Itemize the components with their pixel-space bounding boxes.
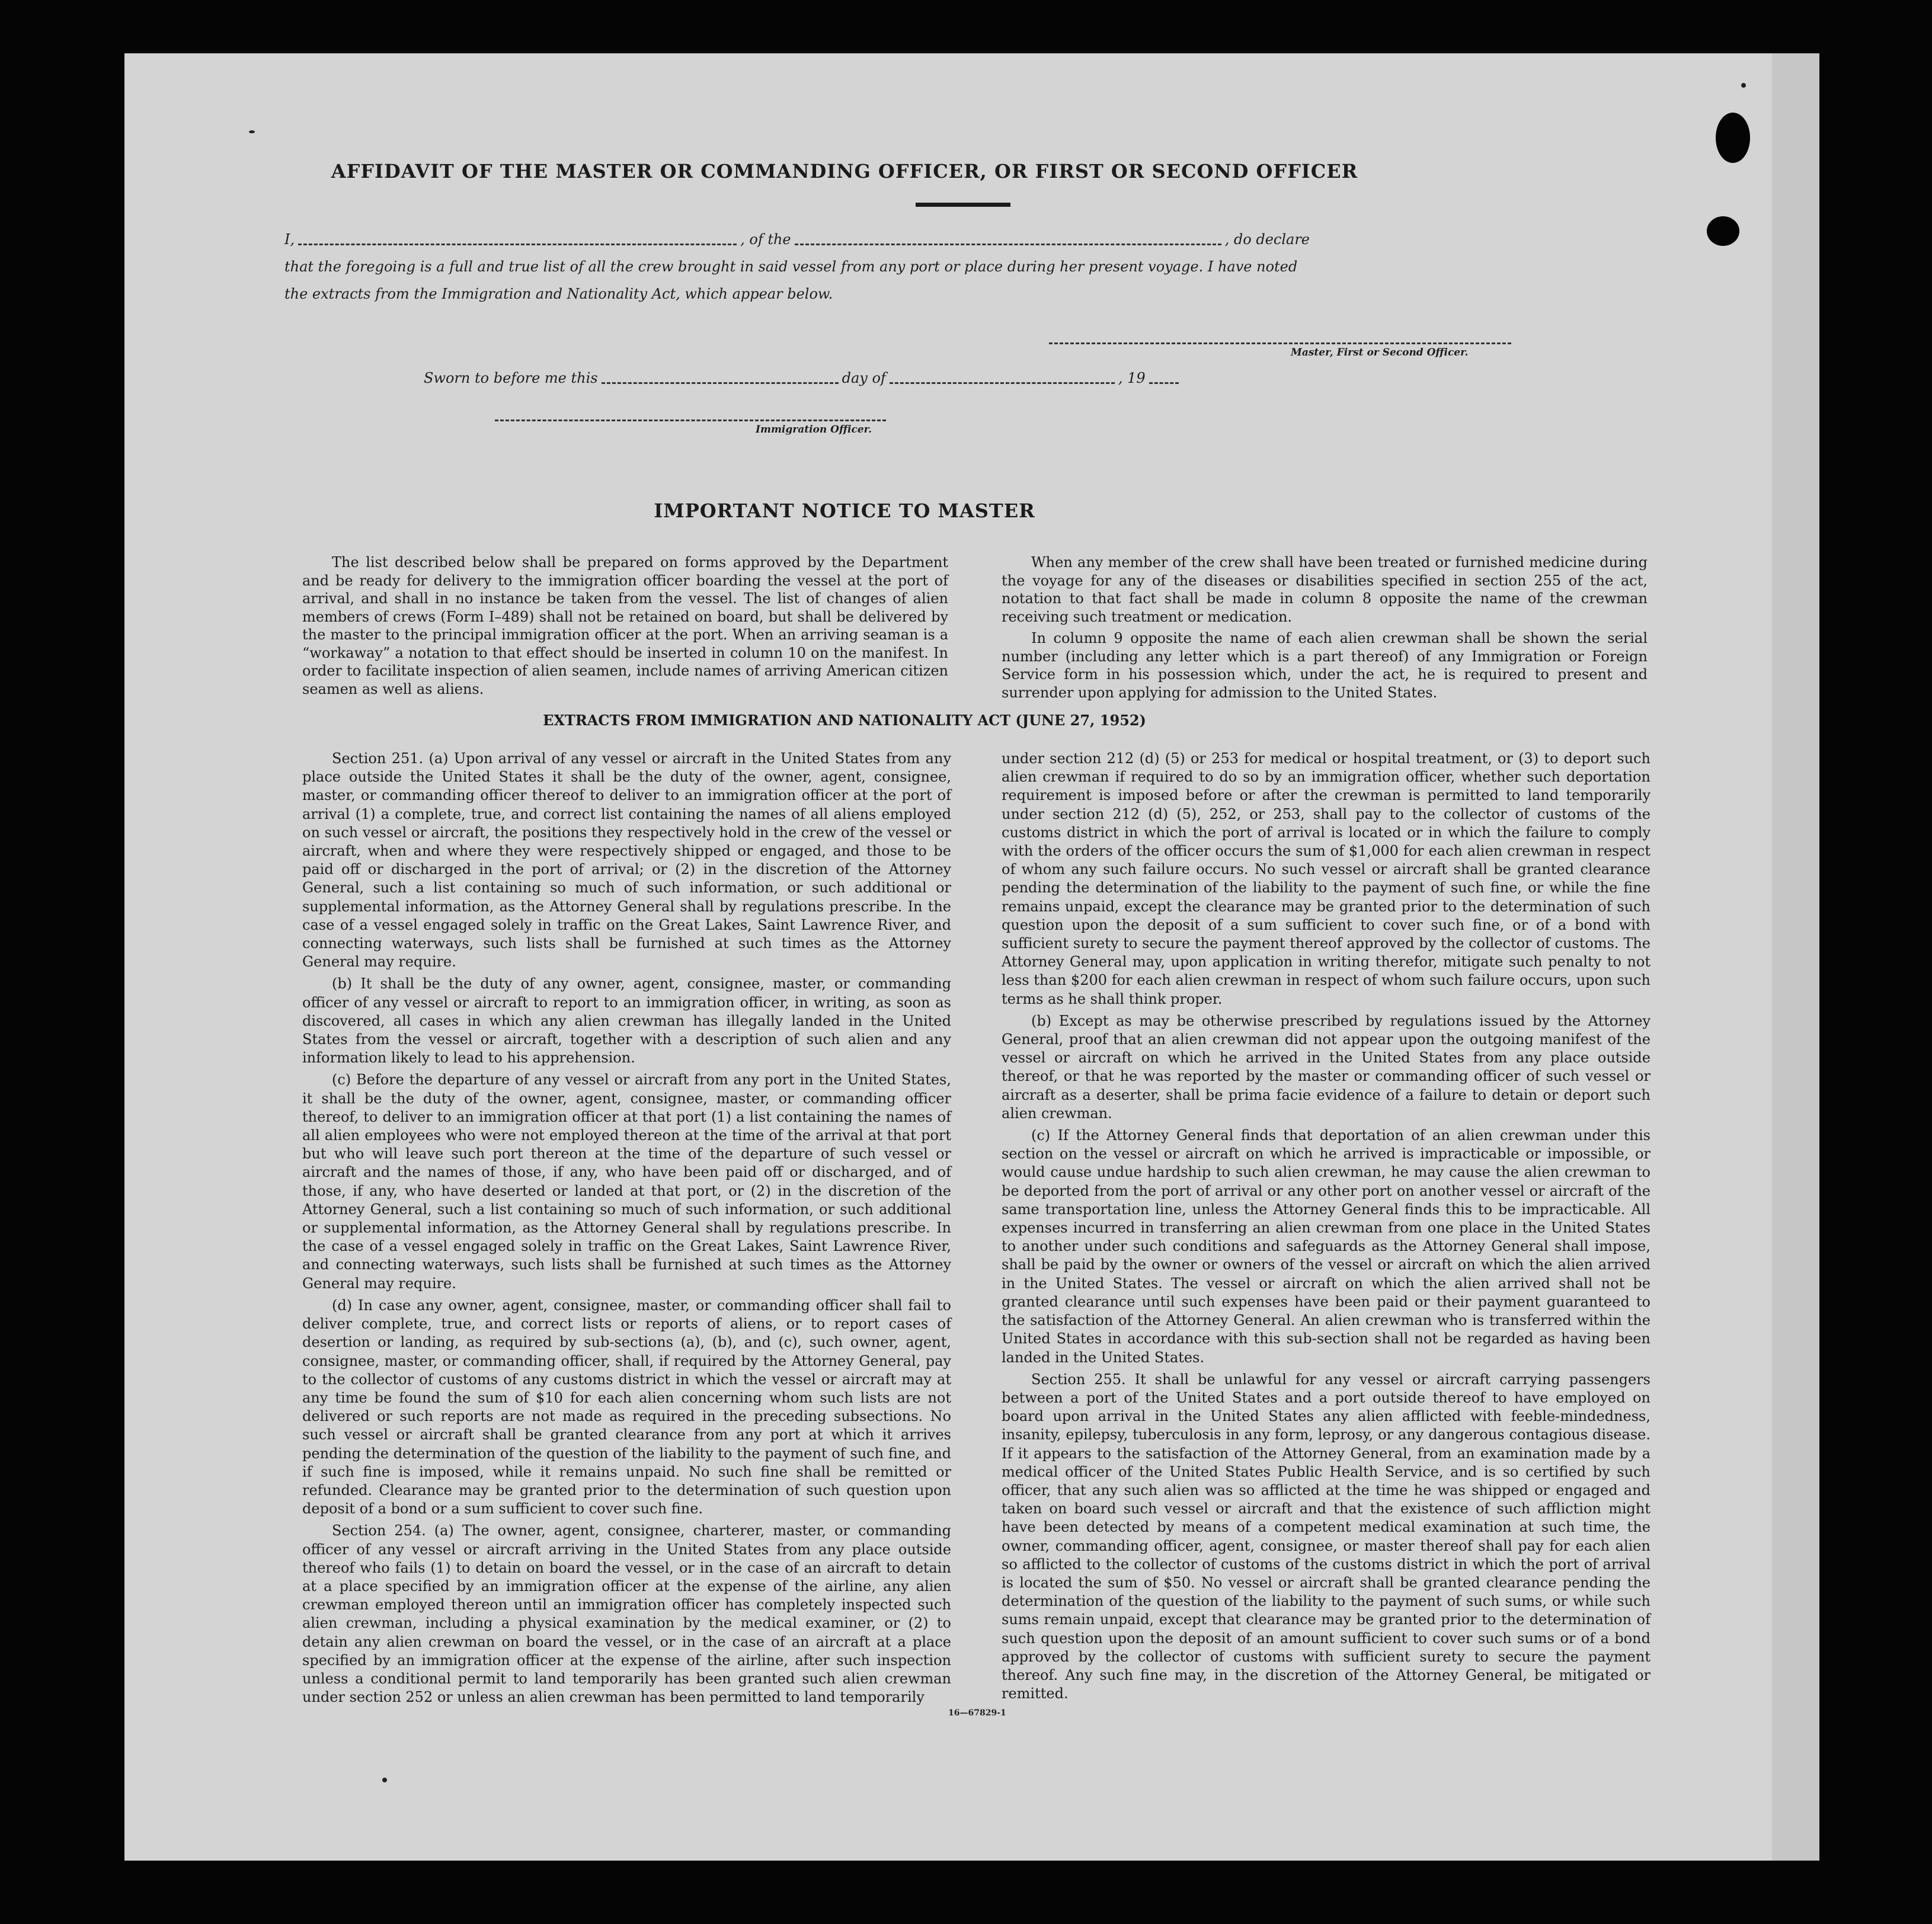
notice-left-paragraph: The list described below shall be prepared on forms approved by the Department and be ready for delivery to the immigration officer boarding the vessel at the port of arrival, and shall in no instance be taken from the vessel. The list of changes of alien members of crews (Form I–489) shall not be retained on board, but shall be delivered by the master to the principal immigration officer at the port. When an arriving seaman is a “workaway” a notation to that effect should be inserted in column 10 on the manifest. In order to facilitate inspection of alien seamen, include names of arriving American citizen seamen as well as aliens. <box>302 554 948 697</box>
ink-blot <box>1707 216 1739 246</box>
of-the-label: , of the <box>740 231 791 248</box>
extracts-right-column <box>1002 750 1650 1707</box>
form-code: 16—67829-1 <box>948 1708 1006 1718</box>
section-254a-continued-paragraph: under section 212 (d) (5) or 253 for medical or hospital treatment, or (3) to deport such alien crewman if required to do so by an immigration officer, whether such deportation requirement is imposed before or after the crewman is permitted to land temporarily under section 212 (d) (5), 252, or 253, shall pay to the collector of customs of the customs district in which the port of arrival is located or in which the failure to comply with the orders of the officer occurs the sum of $1,000 for each alien crewman in respect of whom any such failure occurs. No such vessel or aircraft shall be granted clearance pending the determination of the liability to the payment of such fine, or while the fine remains unpaid, except the clearance may be granted prior to the determination of such question upon the deposit of a sum sufficient to cover such fine, or of a bond with sufficient surety to secure the payment thereof approved by the collector of customs. The Attorney General may, upon application in writing therefor, mitigate such penalty to not less than $200 for each alien crewman in respect of whom such failure occurs, upon such terms as he shall think proper. <box>1002 750 1650 1007</box>
extracts-title: EXTRACTS FROM IMMIGRATION AND NATIONALITY ACT (JUNE 27, 1952) <box>543 712 1146 729</box>
scan-speck <box>1741 83 1746 88</box>
sworn-month-field[interactable] <box>890 382 1115 384</box>
section-254c-paragraph: (c) If the Attorney General finds that deportation of an alien crewman under this section on the vessel or aircraft on which he arrived is impracticable or impossible, or would cause undue hardship to such alien crewman, he may cause the alien crewman to be deported from the port of arrival or any other port on another vessel or aircraft of the same transportation line, unless the Attorney General finds this to be impracticable. All expenses incurred in transferring an alien crewman from one place in the United States to another under such conditions and safeguards as the Attorney General shall impose, shall be paid by the owner or owners of the vessel or aircraft on which the alien arrived in the United States. The vessel or aircraft on which the alien arrived shall not be granted clearance until such expenses have been paid or their payment guaranteed to the satisfaction of the Attorney General. An alien crewman who is transferred within the United States in accordance with this sub-section shall not be regarded as having been landed in the United States. <box>1002 1127 1650 1366</box>
immigration-officer-signature-line[interactable] <box>495 420 886 421</box>
section-251a-paragraph: Section 251. (a) Upon arrival of any vessel or aircraft in the United States from any place outside the United States it shall be the duty of the owner, agent, consignee, master, or commanding officer thereof to deliver to an immigration officer at the port of arrival (1) a complete, true, and correct list containing the names of all aliens employed on such vessel or aircraft, the positions they respectively hold in the crew of the vessel or aircraft, when and where they were respectively shipped or engaged, and those to be paid off or discharged in the port of arrival; or (2) in the discretion of the Attorney General, such a list containing so much of such information, or such additional or supplemental information, as the Attorney General shall by regulations prescribe. In the case of a vessel engaged solely in traffic on the Great Lakes, Saint Lawrence River, and connecting waterways, such lists shall be furnished at such times as the Attorney General may require. <box>302 750 951 971</box>
year-label: , 19 <box>1118 370 1146 386</box>
notice-right-paragraph-1: When any member of the crew shall have been treated or furnished medicine during the voyage for any of the diseases or disabilities specified in section 255 of the act, notation to that fact shall be made in column 8 opposite the name of the crewman receiving such treatment or medication. <box>1002 554 1648 625</box>
scan-speck <box>382 1778 387 1782</box>
sworn-year-field[interactable] <box>1149 382 1179 384</box>
scan-speck <box>249 130 255 133</box>
master-signature-label: Master, First or Second Officer. <box>1291 347 1469 358</box>
immigration-officer-label: Immigration Officer. <box>756 424 872 436</box>
extracts-left-column <box>302 750 951 1710</box>
section-255-paragraph: Section 255. It shall be unlawful for any vessel or aircraft carrying passengers between a port of the United States and a port outside thereof to have employed on board upon arrival in the United States any alien afflicted with feeble-mindedness, insanity, epilepsy, tuberculosis in any form, leprosy, or any dangerous contagious disease. If it appears to the satisfaction of the Attorney General, from an examination made by a medical officer of the United States Public Health Service, and is so certified by such officer, that any such alien was so afflicted at the time he was shipped or engaged and taken on board such vessel or aircraft and that the existence of such affliction might have been detected by means of a competent medical examination at such time, the owner, commanding officer, agent, consignee, or master thereof shall pay for each alien so afflicted to the collector of customs of the customs district in which the port of arrival is located the sum of $50. No vessel or aircraft shall be granted clearance pending the determination of the question of the liability to the payment of such sums, or while such sums remain unpaid, except that clearance may be granted prior to the determination of such question upon the deposit of an amount sufficient to cover such sums or of a bond approved by the collector of customs with sufficient surety to secure the payment thereof. Any such fine may, in the discretion of the Attorney General, be mitigated or remitted. <box>1002 1371 1650 1702</box>
master-signature-line[interactable] <box>1049 342 1511 344</box>
title-divider <box>916 203 1010 207</box>
declaration-line-1 <box>284 230 1310 249</box>
notice-right-paragraph-2: In column 9 opposite the name of each alien crewman shall be shown the serial number (including any letter which is a part thereof) of any Immigration or Foreign Service form in his possession which, under the act, he is required to present and surrender upon applying for admission to the United States. <box>1002 630 1648 701</box>
section-251b-paragraph: (b) It shall be the duty of any owner, agent, consignee, master, or commanding officer of any vessel or aircraft to report to an immigration officer, in writing, as soon as discovered, all cases in which any alien crewman has illegally landed in the United States from the vessel or aircraft, together with a description of such alien and any information likely to lead to his apprehension. <box>302 975 951 1067</box>
sworn-label: Sworn to before me this <box>424 370 598 386</box>
ink-blot <box>1716 113 1750 163</box>
section-251d-paragraph: (d) In case any owner, agent, consignee, master, or commanding officer shall fail to deliver complete, true, and correct lists or reports of aliens, or to report cases of desertion or landing, as required by sub-sections (a), (b), and (c), such owner, agent, consignee, master, or commanding officer, shall, if required by the Attorney General, pay to the collector of customs of any customs district in which the vessel or aircraft may at any time be found the sum of $10 for each alien concerning whom such lists are not delivered or such reports are not made as required in the preceding subsections. No such vessel or aircraft shall be granted clearance from any port at which it arrives pending the determination of the question of the liability to the payment of such fine, and if such fine is imposed, while it remains unpaid. No such fine shall be remitted or refunded. Clearance may be granted prior to the determination of such question upon deposit of a bond or a sum sufficient to cover such fine. <box>302 1296 951 1518</box>
notice-left-column <box>302 553 948 702</box>
declarant-name-field[interactable] <box>298 244 737 245</box>
declaration-line-2: that the foregoing is a full and true list of all the crew brought in said vessel from any port or place during her present voyage. I have noted <box>284 258 1298 275</box>
do-declare-label: , do declare <box>1224 231 1310 248</box>
declaration-line-3: the extracts from the Immigration and Nationality Act, which appear below. <box>284 286 833 302</box>
sworn-day-field[interactable] <box>602 382 839 384</box>
affidavit-title: AFFIDAVIT OF THE MASTER OR COMMANDING OFFICER, OR FIRST OR SECOND OFFICER <box>331 160 1358 183</box>
notice-title: IMPORTANT NOTICE TO MASTER <box>654 500 1035 522</box>
section-254a-paragraph: Section 254. (a) The owner, agent, consignee, charterer, master, or commanding officer of any vessel or aircraft arriving in the United States from any place outside thereof who fails (1) to detain on board the vessel, or in the case of an aircraft to detain at a place specified by an immigration officer at the expense of the airline, any alien crewman employed thereon until an immigration officer has completely inspected such alien crewman, including a physical examination by the medical examiner, or (2) to detain any alien crewman on board the vessel, or in the case of an aircraft at a place specified by an immigration officer at the expense of the airline, after such inspection unless a conditional permit to land temporarily has been granted such alien crewman under section 252 or unless an alien crewman has been permitted to land temporarily <box>302 1522 951 1706</box>
section-254b-paragraph: (b) Except as may be otherwise prescribed by regulations issued by the Attorney General, proof that an alien crewman did not appear upon the outgoing manifest of the vessel or aircraft on which he arrived in the United States from any place outside thereof, or that he was reported by the master or commanding officer of such vessel or aircraft as a deserter, shall be prima facie evidence of a failure to detain or deport such alien crewman. <box>1002 1012 1650 1122</box>
notice-right-column <box>1002 553 1648 705</box>
declarant-label: I, <box>284 231 295 248</box>
section-251c-paragraph: (c) Before the departure of any vessel or aircraft from any port in the United States, it shall be the duty of the owner, agent, consignee, master, or commanding officer thereof, to deliver to an immigration officer at that port (1) a list containing the names of all alien employees who were not employed thereon at the time of the arrival at that port but who will leave such port thereon at the time of the departure of such vessel or aircraft and the names of those, if any, who have been paid off or discharged, and of those, if any, who have deserted or landed at that port, or (2) in the discretion of the Attorney General, such a list containing so much of such information, or such additional or supplemental information, as the Attorney General shall by regulations prescribe. In the case of a vessel engaged solely in traffic on the Great Lakes, Saint Lawrence River, and connecting waterways, such lists shall be furnished at such times as the Attorney General may require. <box>302 1071 951 1292</box>
page-edge-shadow <box>1772 53 1819 1861</box>
sworn-line <box>424 369 1182 388</box>
day-of-label: day of <box>842 370 886 386</box>
vessel-name-field[interactable] <box>795 244 1221 245</box>
